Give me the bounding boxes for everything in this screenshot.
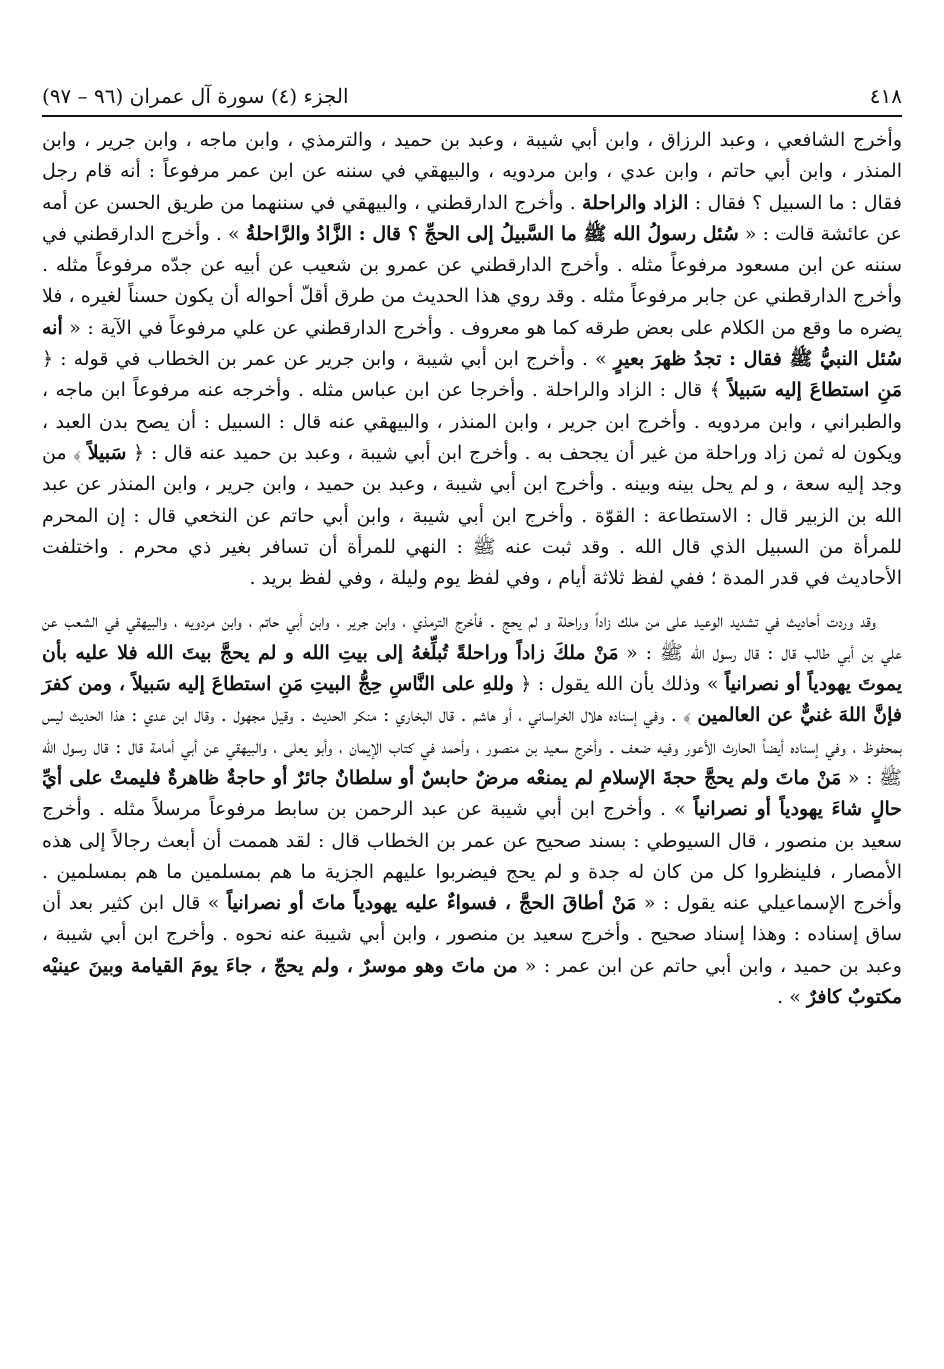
hadith-quote: الزاد والراحلة xyxy=(582,191,689,214)
quran-quote: سَبيلاً xyxy=(87,441,127,464)
text-segment: » . xyxy=(777,986,807,1009)
hadith-quote: سُئل رسولُ الله ﷺ ما السَّبيلُ إلى الحجِّ ؟ قال : الزَّادُ والرَّاحلةُ xyxy=(245,222,739,245)
text-segment: ﴾ قال : الزاد والراحلة . وأخرجا عن ابن عباس مثله . وأخرجه عنه مرفوعاً ابن ماجه ، والطبراني ، وابن مردويه . وأخرج ابن جرير ، وابن المنذر ، والبيهقي عنه قال : السبيل : أن يصح بدن العبد ، ويكون له ثمن زاد وراحلة من غير أن يجحف به . وأخرج ابن أبي شيبة ، وعبد بن حميد عنه قال : ﴿ xyxy=(42,379,902,464)
hadith-quote: من ماتَ وهو موسرٌ ، ولم يحجّ ، جاءَ يومَ القيامة وبينَ عينيْه مكتوبٌ كافرٌ xyxy=(42,954,902,1009)
paragraph-1 xyxy=(42,125,902,594)
hadith-quote: أنه سُئل النبيُّ ﷺ فقال : تجدُ ظهرَ بعيرٍ xyxy=(42,316,903,371)
hadith-quote: مَنْ أطاقَ الحجَّ ، فسواءٌ عليه يهودياً ماتَ أو نصرانياً xyxy=(226,892,637,915)
text-segment: وقد وردت أحاديث في تشديد الوعيد على من ملك زاداً وراحلة و لم يحج . فأخرج الترمذي ، وابن جرير ، وابن أبي حاتم ، وابن مردويه ، والبيهقي في الشعب عن علي بن أبي طالب قال : قال رسول الله ﷺ : « xyxy=(42,610,902,664)
quran-quote: وللهِ على النَّاسِ حِجُّ البيتِ مَنِ استطاعَ إليه سَبيلاً ، ومن كفرَ فإنَّ اللهَ غنيٌّ عن العالمين xyxy=(42,673,902,727)
text-segment: . وأخرج الدارقطني ، والبيهقي في سننهما من طريق الحسن عن أمه عن عائشة قالت : « xyxy=(42,191,902,245)
paragraph-2 xyxy=(42,606,902,1013)
quran-quote: مَنِ استطاعَ إليه سَبيلاً xyxy=(728,379,903,402)
text-segment: ﴾ . وفي إسناده هلال الخراساني ، أو هاشم . قال البخاري : منكر الحديث . وقيل مجهول . وقال ابن عدي : هذا الحديث ليس بمحفوظ ، وفي إسناده أيضاً الحارث الأعور وفيه ضعف . وأخرج سعيد بن منصور ، وأحمد في كتاب الإيمان ، وأبو يعلى ، والبيهقي عن أبي أمامة قال : قال رسول الله ﷺ : « xyxy=(42,704,902,789)
text-segment: ﴾ من وجد إليه سعة ، و لم يحل بينه وبينه . وأخرج ابن أبي شيبة ، وعبد بن حميد ، وابن جرير ، وابن المنذر عن عبد الله بن الزبير قال : الاستطاعة : القوّة . وأخرج ابن أبي شيبة ، وابن أبي حاتم عن النخعي قال : إن المحرم للمرأة من السبيل الذي قال الله . وقد ثبت عنه ﷺ : النهي للمرأة أن تسافر بغير ذي محرم . واختلفت الأحاديث في قدر المدة ؛ ففي لفظ ثلاثة أيام ، وفي لفظ يوم وليلة ، وفي لفظ بريد . xyxy=(42,441,902,590)
running-title: الجزء (٤) سورة آل عمران (٩٦ – ٩٧) xyxy=(42,84,349,108)
text-segment: » . وأخرج الدارقطني في سننه عن ابن مسعود مرفوعاً مثله . وأخرج الدارقطني عن عمرو بن شعيب عن أبيه عن جدّه مرفوعاً مثله . وأخرج الدارقطني عن جابر مرفوعاً مثله . وقد روي هذا الحديث من طرق أقلّ أحواله أن يكون حسناً لغيره ، فلا يضره ما وقع من الكلام على بعض طرقه كما هو معروف . وأخرج الدارقطني عن علي مرفوعاً في الآية : « xyxy=(42,222,902,339)
page-number: ٤١٨ xyxy=(869,84,902,108)
running-head xyxy=(42,82,902,110)
hadith-quote: مَنْ ملكَ زاداً وراحلةً تُبلِّغهُ إلى بيتِ الله و لم يحجَّ بيتَ الله فلا عليه بأن يموتَ يهودياً أو نصرانياً xyxy=(42,641,902,696)
text-segment: » . وأخرج ابن أبي شيبة ، وابن جرير عن عمر بن الخطاب في قوله : ﴿ xyxy=(42,348,614,371)
text-segment: وأخرج الشافعي ، وعبد الرزاق ، وابن أبي شيبة ، وعبد بن حميد ، والترمذي ، وابن ماجه ، وابن جرير ، وابن المنذر ، وابن أبي حاتم ، وابن عدي ، وابن مردويه ، والبيهقي في سننه عن ابن عمر مرفوعاً : أنه قام رجل فقال : ما السبيل ؟ فقال : xyxy=(42,129,902,214)
header-rule xyxy=(42,115,902,117)
hadith-quote: مَنْ ماتَ ولم يحجَّ حجةَ الإسلامِ لم يمنعْه مرضٌ حابسٌ أو سلطانٌ جائرٌ أو حاجةٌ ظاهرةٌ فليمتْ على أيِّ حالٍ شاءَ يهودياً أو نصرانياً xyxy=(42,766,902,821)
text-segment: » وذلك بأن الله يقول : ﴿ xyxy=(513,673,725,696)
page-body xyxy=(42,125,902,1013)
text-segment: » . وأخرج ابن أبي شيبة عن عبد الرحمن بن سابط مرفوعاً مرسلاً مثله . وأخرج سعيد بن منصور ، قال السيوطي : بسند صحيح عن عمر بن الخطاب قال : لقد هممت أن أبعث رجالاً إلى هذه الأمصار ، فلينظروا كل من كان له جدة و لم يحج فيضربوا عليهم الجزية ما هم بمسلمين ما هم بمسلمين . وأخرج الإسماعيلي عنه يقول : « xyxy=(42,798,902,915)
text-segment: » قال ابن كثير بعد أن ساق إسناده : وهذا إسناد صحيح . وأخرج سعيد بن منصور ، وابن أبي شيبة عنه نحوه . وأخرج ابن أبي شيبة ، وعبد بن حميد ، وابن أبي حاتم عن ابن عمر : « xyxy=(42,892,903,977)
